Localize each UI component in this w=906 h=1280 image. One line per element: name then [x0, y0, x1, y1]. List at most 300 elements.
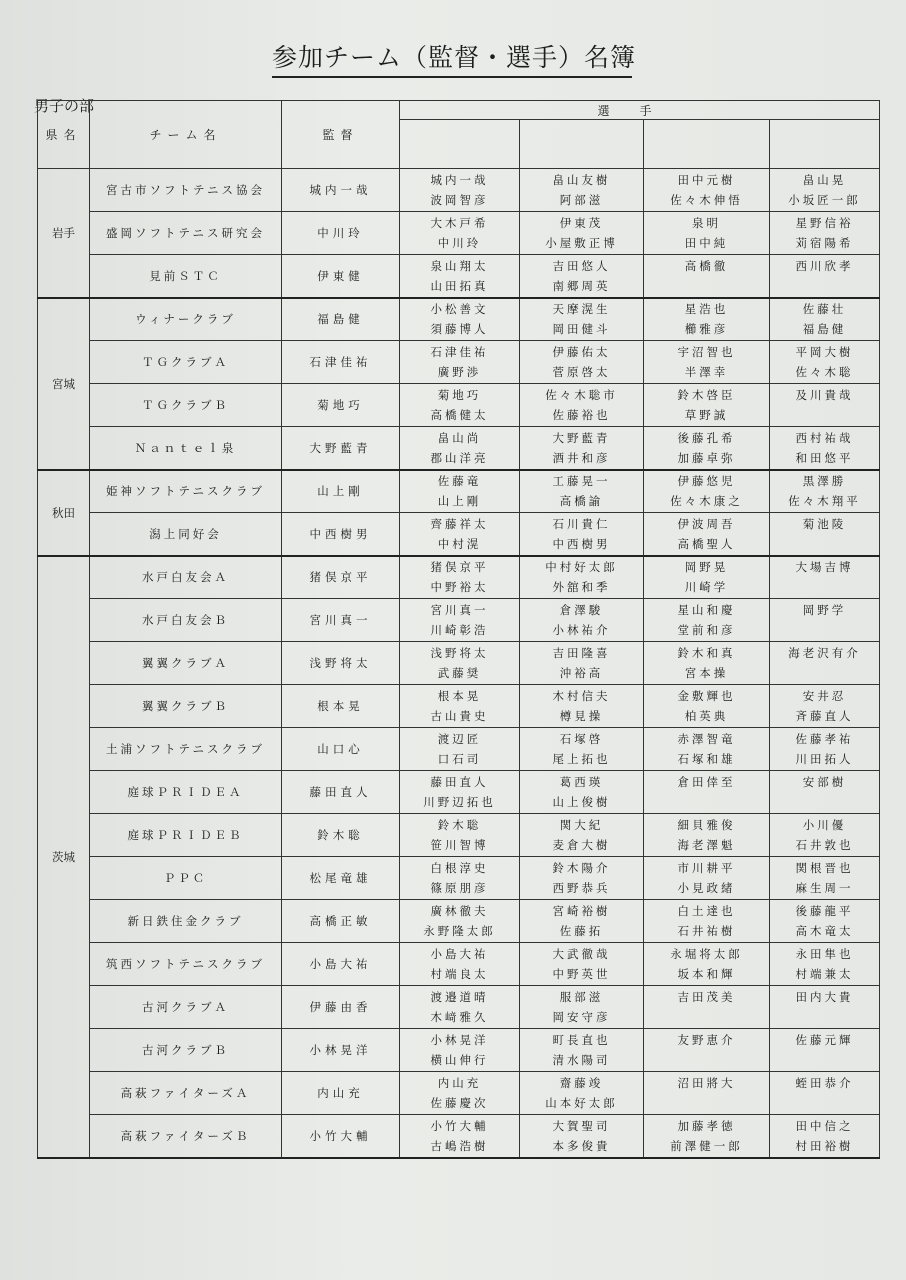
player-name: 大武徹哉 [552, 947, 611, 961]
player-pair-cell [400, 384, 520, 427]
team-name-cell: 水戸白友会Ｂ [90, 599, 282, 642]
player-name [644, 792, 769, 812]
player-name: 口石司 [437, 752, 482, 766]
player-pair-cell [400, 599, 520, 642]
prefecture-cell: 茨城 [38, 556, 90, 1158]
player-name: 佐藤慶次 [430, 1096, 489, 1110]
player-pair-cell [520, 1029, 644, 1072]
header-players-col1 [400, 120, 520, 169]
team-row [38, 470, 880, 513]
player-name: 吉田茂美 [677, 990, 736, 1004]
player-pair-cell [644, 212, 770, 255]
team-row [38, 1115, 880, 1158]
player-name: 外舘和季 [552, 580, 611, 595]
player-name: 西川欣孝 [795, 258, 854, 273]
player-name: 高橋諭 [559, 494, 604, 509]
player-name: 麻生周一 [795, 881, 854, 895]
player-name: 吉田隆喜 [552, 646, 611, 660]
player-name: 笹川智博 [430, 838, 489, 852]
player-name: 柏英典 [684, 709, 729, 723]
player-pair-cell [644, 642, 770, 685]
player-pair-cell [770, 642, 880, 685]
player-name: 沖裕高 [559, 666, 604, 680]
player-name: 及川貴哉 [795, 388, 854, 402]
player-pair-cell [770, 298, 880, 341]
player-name: 大野藍青 [552, 430, 611, 445]
player-name: 苅宿陽希 [795, 236, 854, 250]
player-pair-cell [770, 599, 880, 642]
player-name [770, 663, 879, 683]
player-pair-cell [400, 1029, 520, 1072]
team-name-cell: 翼翼クラブＡ [90, 642, 282, 685]
player-name: 西村祐哉 [795, 430, 854, 445]
coach-cell: 菊地巧 [282, 384, 400, 427]
team-name-cell: 古河クラブＡ [90, 986, 282, 1029]
player-name: 田内大貴 [795, 990, 854, 1004]
player-pair-cell [520, 427, 644, 470]
coach-cell: 小林晃洋 [282, 1029, 400, 1072]
player-pair-cell [644, 771, 770, 814]
player-pair-cell [520, 1115, 644, 1158]
player-name: 安部樹 [802, 775, 847, 789]
player-name: 大賀聖司 [552, 1118, 611, 1133]
player-name [770, 1050, 879, 1070]
player-name: 西野恭兵 [552, 881, 611, 895]
player-name: 本多俊貴 [552, 1138, 611, 1153]
coach-cell: 内山充 [282, 1072, 400, 1115]
player-name: 畠山尚 [437, 430, 482, 445]
player-pair-cell [770, 169, 880, 212]
player-name: 佐々木康之 [670, 494, 743, 509]
player-pair-cell [644, 427, 770, 470]
player-name: 大場吉博 [795, 560, 854, 575]
player-name: 堂前和彦 [677, 623, 736, 637]
team-name-cell: 見前ＳＴＣ [90, 255, 282, 298]
player-name: 小屋敷正博 [545, 236, 618, 250]
player-name: 赤澤智竜 [677, 732, 736, 746]
team-name-cell: ＴＧクラブＢ [90, 384, 282, 427]
player-name: 関大紀 [559, 818, 604, 832]
player-name: 佐藤竜 [437, 474, 482, 489]
player-name: 市川耕平 [677, 861, 736, 875]
player-pair-cell [520, 943, 644, 986]
player-name: 木﨑雅久 [430, 1010, 489, 1024]
player-name: 石塚啓 [559, 732, 604, 746]
player-pair-cell [644, 341, 770, 384]
player-name [770, 1093, 879, 1113]
player-name: 白土達也 [677, 904, 736, 918]
player-pair-cell [400, 771, 520, 814]
header-coach: 監督 [282, 101, 400, 169]
player-pair-cell [400, 943, 520, 986]
player-name: 田中信之 [795, 1118, 854, 1133]
player-name: 小竹大輔 [430, 1118, 489, 1133]
team-name-cell: 新日鉄住金クラブ [90, 900, 282, 943]
player-name: 篠原朋彦 [430, 881, 489, 895]
player-name: 佐藤拓 [559, 924, 604, 938]
player-name: 石川貴仁 [552, 516, 611, 531]
player-pair-cell [520, 599, 644, 642]
player-name: 斉藤直人 [795, 709, 854, 723]
player-pair-cell [644, 857, 770, 900]
player-name: 石塚和雄 [677, 752, 736, 766]
header-pref: 県名 [38, 101, 90, 169]
player-name: 菊地巧 [437, 388, 482, 402]
player-name: 和田悠平 [795, 450, 854, 465]
player-name [770, 1007, 879, 1027]
player-pair-cell [644, 986, 770, 1029]
team-name-cell: 庭球ＰＲＩＤＥＢ [90, 814, 282, 857]
player-name: 南郷周英 [552, 278, 611, 293]
player-name: 岡田健斗 [552, 322, 611, 337]
player-pair-cell [770, 1072, 880, 1115]
player-name: 根本晃 [437, 689, 482, 703]
player-name [770, 577, 879, 597]
header-players-col2 [520, 120, 644, 169]
player-name: 宮川真一 [430, 603, 489, 617]
player-name: 中村滉 [437, 536, 482, 551]
player-name: 酒井和彦 [552, 450, 611, 465]
player-name: 木村信夫 [552, 689, 611, 703]
player-name: 小島大祐 [430, 947, 489, 961]
player-name: 川崎彰浩 [430, 623, 489, 637]
player-name [644, 276, 769, 296]
player-name: 泉山翔太 [430, 258, 489, 273]
player-pair-cell [520, 900, 644, 943]
player-name: 麦倉大樹 [552, 838, 611, 852]
player-name: 加藤孝徳 [677, 1118, 736, 1133]
player-name [644, 1007, 769, 1027]
player-name: 友野恵介 [677, 1033, 736, 1047]
player-pair-cell [520, 212, 644, 255]
coach-cell: 小竹大輔 [282, 1115, 400, 1158]
player-name: 畠山晃 [802, 173, 847, 187]
player-name: 廣野渉 [437, 365, 482, 379]
player-name: 星野信裕 [795, 216, 854, 230]
prefecture-cell: 秋田 [38, 470, 90, 556]
prefecture-cell: 宮城 [38, 298, 90, 470]
section-label: 男子の部 [34, 97, 95, 115]
player-name: 田中純 [684, 236, 729, 250]
player-name: 尾上拓也 [552, 752, 611, 766]
player-name: 金敷輝也 [677, 689, 736, 703]
player-name: 川野辺拓也 [423, 795, 496, 809]
player-name: 後藤龍平 [795, 904, 854, 918]
player-pair-cell [520, 341, 644, 384]
player-name: 畠山友樹 [552, 173, 611, 187]
player-name: 高木竜太 [795, 924, 854, 938]
player-name: 藤田直人 [430, 775, 489, 789]
player-name: 山上俊樹 [552, 795, 611, 809]
team-row [38, 169, 880, 212]
player-pair-cell [400, 470, 520, 513]
player-name: 加藤卓弥 [677, 450, 736, 465]
player-name: 宮本操 [684, 666, 729, 680]
team-name-cell: 姫神ソフトテニスクラブ [90, 470, 282, 513]
player-pair-cell [644, 1072, 770, 1115]
player-name: 小見政緒 [677, 881, 736, 895]
player-name: 細貝雅俊 [677, 818, 736, 832]
player-name: 海老澤魁 [677, 838, 736, 852]
player-pair-cell [770, 771, 880, 814]
team-row [38, 728, 880, 771]
player-name: 横山伸行 [430, 1053, 489, 1067]
player-name [770, 620, 879, 640]
player-pair-cell [770, 470, 880, 513]
player-name: 小林晃洋 [430, 1033, 489, 1047]
player-pair-cell [520, 685, 644, 728]
team-name-cell: 宮古市ソフトテニス協会 [90, 169, 282, 212]
team-name-cell: 盛岡ソフトテニス研究会 [90, 212, 282, 255]
player-name: 平岡大樹 [795, 345, 854, 359]
player-name: 岡安守彦 [552, 1010, 611, 1024]
player-name: 菅原啓太 [552, 365, 611, 379]
player-name: 星浩也 [684, 302, 729, 317]
player-name [644, 1050, 769, 1070]
player-pair-cell [644, 169, 770, 212]
player-name: 宇沼智也 [677, 345, 736, 359]
player-name: 高橋健太 [430, 408, 489, 422]
player-name: 渡辺匠 [437, 732, 482, 746]
player-pair-cell [770, 728, 880, 771]
player-name: 佐々木伸悟 [670, 193, 743, 207]
player-name: 半澤幸 [684, 365, 729, 379]
player-name: 清水陽司 [552, 1053, 611, 1067]
team-row [38, 771, 880, 814]
player-pair-cell [520, 986, 644, 1029]
player-pair-cell [400, 857, 520, 900]
player-pair-cell [400, 728, 520, 771]
player-name: 猪俣京平 [430, 560, 489, 575]
player-name: 樽見操 [559, 709, 604, 723]
coach-cell: 藤田直人 [282, 771, 400, 814]
coach-cell: 山口心 [282, 728, 400, 771]
team-name-cell: 翼翼クラブＢ [90, 685, 282, 728]
player-name: 鈴木陽介 [552, 861, 611, 875]
player-name: 櫛雅彦 [684, 322, 729, 337]
player-name: 宮崎裕樹 [552, 904, 611, 918]
team-row [38, 212, 880, 255]
player-pair-cell [644, 1029, 770, 1072]
player-name: 渡邉道晴 [430, 990, 489, 1004]
coach-cell: 石津佳祐 [282, 341, 400, 384]
player-pair-cell [520, 384, 644, 427]
header-players: 選手 [400, 101, 880, 120]
player-name: 蛭田恭介 [795, 1076, 854, 1090]
coach-cell: 鈴木聡 [282, 814, 400, 857]
player-name: 田中元樹 [677, 173, 736, 187]
team-row [38, 986, 880, 1029]
player-name: 中西樹男 [552, 536, 611, 551]
team-row [38, 384, 880, 427]
player-name: 小坂匠一郎 [788, 193, 861, 207]
player-name: 鈴木啓臣 [677, 388, 736, 402]
player-name: 大木戸希 [430, 216, 489, 230]
player-pair-cell [770, 814, 880, 857]
team-name-cell: ＴＧクラブＡ [90, 341, 282, 384]
player-name: 後藤孔希 [677, 430, 736, 445]
player-name: 齋藤竣 [559, 1076, 604, 1090]
player-name: 浅野将太 [430, 646, 489, 660]
player-name: 石津佳祐 [430, 345, 489, 359]
player-name: 安井忍 [802, 689, 847, 703]
team-row [38, 943, 880, 986]
player-pair-cell [770, 427, 880, 470]
player-pair-cell [520, 814, 644, 857]
player-pair-cell [400, 986, 520, 1029]
team-row [38, 685, 880, 728]
player-name: 齊藤祥太 [430, 516, 489, 531]
coach-cell: 中川玲 [282, 212, 400, 255]
coach-cell: 城内一哉 [282, 169, 400, 212]
player-name: 村端良太 [430, 967, 489, 981]
player-name [644, 1093, 769, 1113]
player-name: 川田拓人 [795, 752, 854, 766]
player-pair-cell [520, 169, 644, 212]
coach-cell: 福島健 [282, 298, 400, 341]
coach-cell: 根本晃 [282, 685, 400, 728]
player-pair-cell [644, 814, 770, 857]
player-name: 村田裕樹 [795, 1138, 854, 1153]
player-name: 佐藤壮 [802, 302, 847, 317]
player-name: 小川優 [802, 818, 847, 832]
player-name: 高橋徹 [684, 258, 729, 273]
player-pair-cell [644, 556, 770, 599]
team-name-cell: 古河クラブＢ [90, 1029, 282, 1072]
player-pair-cell [644, 513, 770, 556]
player-pair-cell [520, 857, 644, 900]
player-name: 沼田將大 [677, 1076, 736, 1090]
coach-cell: 伊藤由香 [282, 986, 400, 1029]
team-row [38, 341, 880, 384]
player-name: 黒澤勝 [802, 474, 847, 489]
player-name: 川崎学 [684, 580, 729, 595]
player-pair-cell [770, 943, 880, 986]
player-name: 石井祐樹 [677, 924, 736, 938]
player-name: 海老沢有介 [788, 646, 861, 660]
player-name [770, 534, 879, 554]
player-pair-cell [770, 212, 880, 255]
coach-cell: 松尾竜雄 [282, 857, 400, 900]
player-pair-cell [520, 771, 644, 814]
player-name: 山本好太郎 [545, 1096, 618, 1110]
player-pair-cell [520, 728, 644, 771]
team-name-cell: Ｎａｎｔｅｌ泉 [90, 427, 282, 470]
team-name-cell: 高萩ファイターズＢ [90, 1115, 282, 1158]
player-pair-cell [770, 1115, 880, 1158]
coach-cell: 猪俣京平 [282, 556, 400, 599]
player-name: 郡山洋亮 [430, 450, 489, 465]
header-players-col3 [644, 120, 770, 169]
coach-cell: 宮川真一 [282, 599, 400, 642]
coach-cell: 小島大祐 [282, 943, 400, 986]
player-pair-cell [644, 943, 770, 986]
player-pair-cell [770, 341, 880, 384]
player-name: 吉田悠人 [552, 258, 611, 273]
player-name: 菊池陵 [802, 516, 847, 531]
prefecture-cell: 岩手 [38, 169, 90, 298]
player-name: 山田拓真 [430, 278, 489, 293]
team-row [38, 1072, 880, 1115]
player-pair-cell [400, 642, 520, 685]
player-pair-cell [644, 900, 770, 943]
player-name: 中村好太郎 [545, 560, 618, 575]
player-name: 山上剛 [437, 494, 482, 509]
player-name: 倉澤駿 [559, 603, 604, 617]
player-pair-cell [400, 341, 520, 384]
roster-table [37, 100, 880, 1159]
roster-body [38, 169, 880, 1158]
player-pair-cell [400, 814, 520, 857]
team-row [38, 513, 880, 556]
team-name-cell: ウィナークラブ [90, 298, 282, 341]
player-pair-cell [400, 255, 520, 298]
team-row [38, 642, 880, 685]
player-name: 草野誠 [684, 408, 729, 422]
player-name: 泉明 [692, 216, 721, 230]
player-pair-cell [400, 1115, 520, 1158]
player-name: 永田隼也 [795, 947, 854, 961]
player-pair-cell [644, 384, 770, 427]
player-pair-cell [770, 900, 880, 943]
coach-cell: 中西樹男 [282, 513, 400, 556]
player-pair-cell [770, 513, 880, 556]
player-pair-cell [770, 685, 880, 728]
team-row [38, 255, 880, 298]
player-pair-cell [520, 513, 644, 556]
player-pair-cell [400, 556, 520, 599]
player-pair-cell [400, 212, 520, 255]
player-pair-cell [644, 685, 770, 728]
player-pair-cell [770, 384, 880, 427]
player-name: 鈴木和真 [677, 646, 736, 660]
team-row [38, 857, 880, 900]
player-name: 須藤博人 [430, 322, 489, 337]
player-pair-cell [770, 556, 880, 599]
player-name: 佐藤孝祐 [795, 732, 854, 746]
team-row [38, 1029, 880, 1072]
player-name: 波岡智彦 [430, 193, 489, 207]
player-pair-cell [400, 1072, 520, 1115]
team-name-cell: 筑西ソフトテニスクラブ [90, 943, 282, 986]
coach-cell: 浅野将太 [282, 642, 400, 685]
player-name: 武藤奨 [437, 666, 482, 680]
player-pair-cell [770, 255, 880, 298]
player-name: 小林祐介 [552, 623, 611, 637]
player-pair-cell [400, 169, 520, 212]
player-name: 伊東茂 [559, 216, 604, 230]
coach-cell: 山上剛 [282, 470, 400, 513]
player-name: 中川玲 [437, 236, 482, 250]
player-name: 佐々木聡 [795, 365, 854, 379]
player-name: 服部滋 [559, 990, 604, 1004]
player-name: 岡野晃 [684, 560, 729, 575]
team-name-cell: 潟上同好会 [90, 513, 282, 556]
player-name: 星山和慶 [677, 603, 736, 617]
player-pair-cell [520, 298, 644, 341]
player-name: 佐藤裕也 [552, 408, 611, 422]
player-name: 高橋聖人 [677, 536, 736, 551]
player-name: 坂本和輝 [677, 967, 736, 981]
player-pair-cell [400, 298, 520, 341]
player-name: 工藤晃一 [552, 474, 611, 489]
player-name: 岡野学 [802, 603, 847, 617]
player-pair-cell [770, 986, 880, 1029]
player-name: 葛西瑛 [559, 775, 604, 789]
coach-cell: 伊東健 [282, 255, 400, 298]
player-name: 中野英世 [552, 967, 611, 981]
player-name: 福島健 [802, 322, 847, 337]
